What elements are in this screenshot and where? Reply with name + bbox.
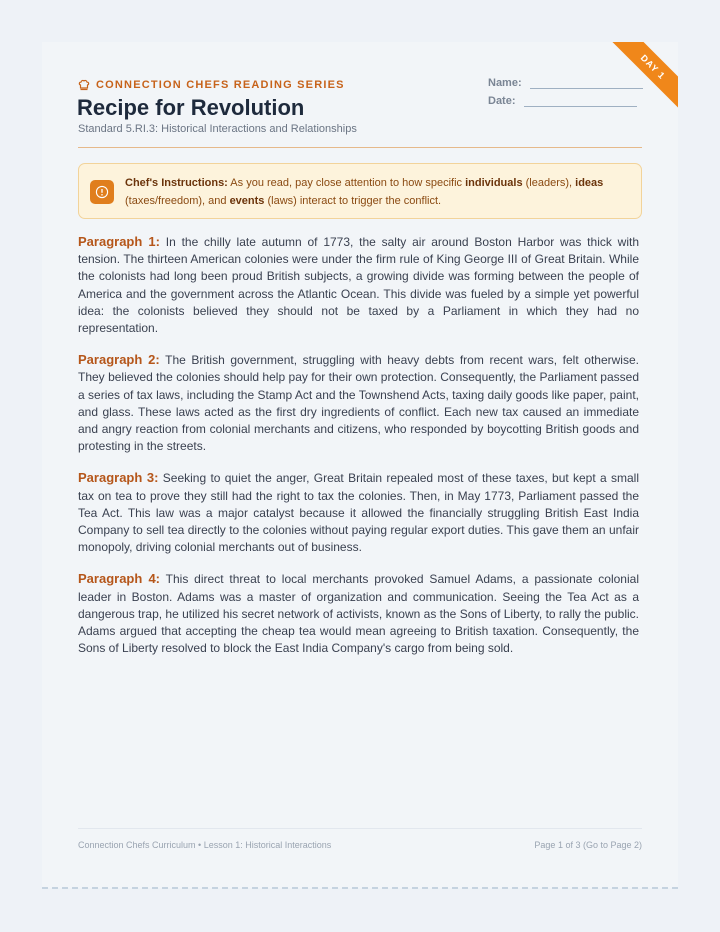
name-field[interactable] [488, 77, 643, 89]
paragraph-3 [78, 469, 639, 556]
footer-page-link[interactable]: Page 1 of 3 (Go to Page 2) [534, 840, 642, 850]
worksheet-page [42, 42, 678, 888]
paragraph-label: Paragraph 3: [78, 470, 159, 486]
paragraph-2 [78, 351, 639, 455]
page-title: Recipe for Revolution [77, 95, 305, 120]
date-field[interactable] [488, 95, 637, 107]
keyword-ideas: ideas [575, 177, 604, 189]
footer-divider [78, 828, 642, 829]
standard-subtitle: Standard 5.RI.3: Historical Interactions and Relationships [78, 123, 357, 135]
paragraph-1 [78, 233, 639, 337]
paragraph-label: Paragraph 4: [78, 571, 160, 587]
instructions-part: (laws) interact to trigger the conflict. [264, 194, 442, 207]
paragraph-4 [78, 570, 639, 657]
paragraph-text: The British government, struggling with heavy debts from recent wars, felt otherwise. They believed the colonies should help pay for their own protection. Consequently, the Parliament passed a series of tax laws, including the Stamp Act and the Townshend Acts, taxing daily goods like paper, paint, and glass. These laws acted as the first dry ingredients of conflict. Each new tax caused an immediate and angry reaction from colonial merchants and citizens, who responded by boycotting British goods and protesting in the streets. [78, 353, 639, 454]
keyword-individuals: individuals [465, 177, 523, 189]
instructions-lead: Chef's Instructions: [125, 177, 228, 189]
date-label: Date: [488, 95, 516, 107]
chef-hat-icon [78, 79, 90, 91]
keyword-events: events [229, 194, 265, 207]
paragraph-text: This direct threat to local merchants provoked Samuel Adams, a passionate colonial leader in Boston. Adams was a master of organization and communication. Seeing the Tea Act as a dangerous trap, he utilized his secret network of activists, known as the Sons of Liberty, to rally the public. Adams argued that accepting the cheap tea would mean agreeing to British taxation. Consequently, the Sons of Liberty resolved to block the East India Company's cargo from being sold. [78, 572, 639, 656]
instructions-text [125, 175, 625, 210]
header-divider [78, 147, 642, 148]
paragraph-label: Paragraph 2: [78, 352, 160, 368]
paragraph-text: In the chilly late autumn of 1773, the salty air around Boston Harbor was thick with tension. The thirteen American colonies were under the firm rule of King George III of Great Britain. While the colonists had long been proud British subjects, a growing divide was forming between the people of America and the government across the Atlantic Ocean. This divide was fueled by a simple yet powerful idea: the colonists believed they should not be taxed by a Parliament in which they had no representation. [78, 235, 639, 336]
date-line[interactable] [524, 106, 637, 107]
info-icon [90, 180, 114, 204]
instructions-part: (taxes/freedom), and [125, 194, 230, 207]
series-header [78, 79, 345, 91]
instructions-part: As you read, pay close attention to how specific [227, 177, 466, 189]
reading-passage [78, 233, 639, 671]
series-name: CONNECTION CHEFS READING SERIES [96, 79, 345, 91]
footer-curriculum: Connection Chefs Curriculum • Lesson 1: Historical Interactions [78, 840, 332, 850]
paragraph-text: Seeking to quiet the anger, Great Britain repealed most of these taxes, but kept a small tax on tea to prove they still had the right to tax the colonies. Then, in May 1773, Parliament passed the Tea Act. This law was a major catalyst because it allowed the financially struggling British East India Company to sell tea directly to the colonies without paying regular export duties. This gave them an unfair monopoly, driving colonial merchants out of business. [78, 471, 639, 555]
page-cut-line [42, 887, 678, 889]
name-line[interactable] [530, 88, 643, 89]
paragraph-label: Paragraph 1: [78, 234, 160, 249]
instructions-part: (leaders), [522, 177, 576, 189]
day-ribbon-label: DAY 1 [638, 52, 668, 82]
name-label: Name: [488, 77, 522, 89]
instructions-callout [78, 163, 642, 219]
